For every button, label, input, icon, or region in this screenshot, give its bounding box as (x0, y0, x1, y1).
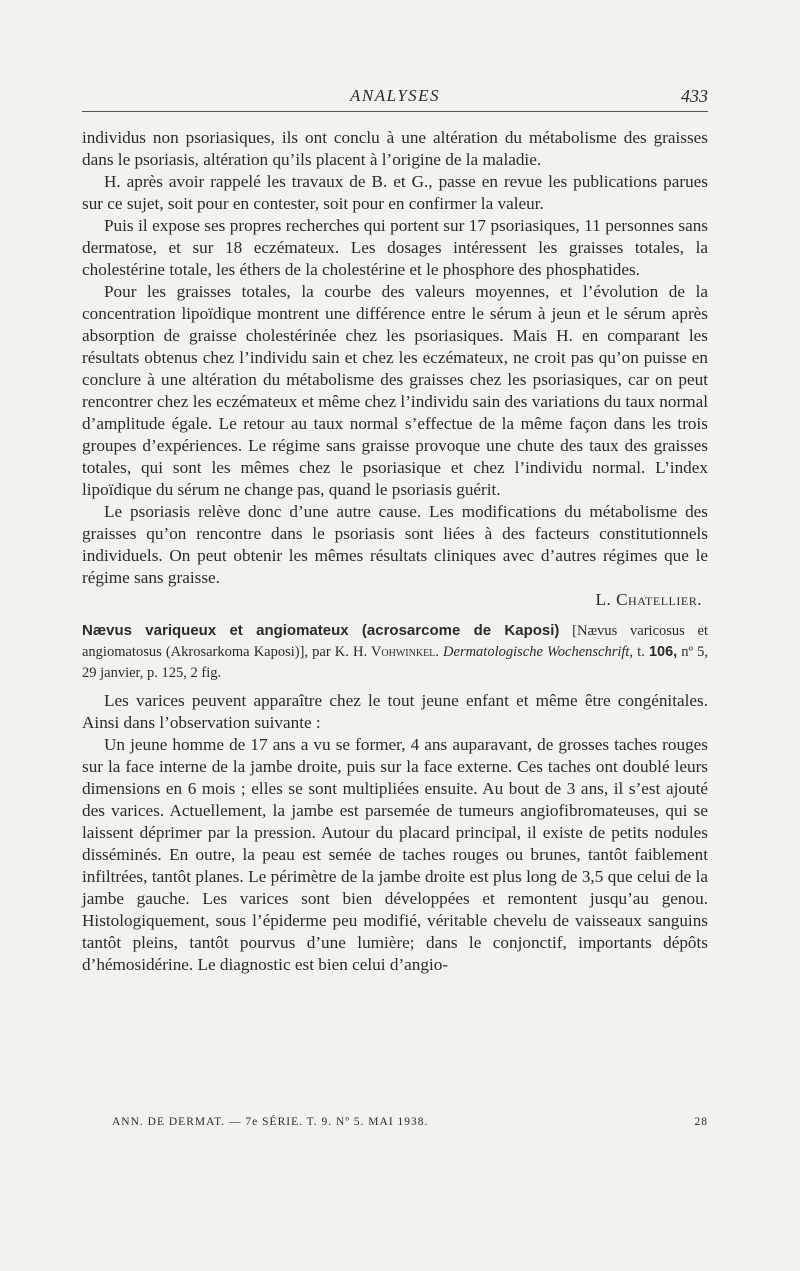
paragraph: Pour les graisses totales, la courbe des valeurs moyennes, et l’évolution de la concentration lipoïdique montrent une différence entre le sérum à jeun et le sérum après absorption de graisse cholestérinée chez les psoriasiques. Mais H. en comparant les résultats obtenus chez l’individu sain et chez les eczémateux, ne croit pas qu’on puisse en conclure à une altération du métabolisme des graisses chez les psoriasiques, car on peut rencontrer chez les eczémateux et même chez l’individu sain des variations du taux normal d’amplitude égale. Le retour au taux normal s’effectue de la même façon dans les trois groupes d’expériences. Le régime sans graisse provoque une chute des taux des graisses totales, qui sont les mêmes chez le psoriasique et chez l’individu normal. L’index lipoïdique du sérum ne change pas, quand le psoriasis guérit. (82, 282, 708, 499)
article-author: K. H. Vohwinkel. (334, 644, 439, 660)
issue-details: nº 5, 29 janvier, p. 125, 2 fig. (82, 644, 709, 681)
footer-citation: ANN. DE DERMAT. — 7e SÉRIE. T. 9. Nº 5. MAI 1938. (112, 1116, 429, 1128)
paragraph: Le psoriasis relève donc d’une autre cause. Les modifications du métabolisme des graisses qu’on rencontre dans le psoriasis sont liées à des facteurs constitutionnels individuels. On peut obtenir les mêmes résultats cliniques avec d’autres régimes que le régime sans graisse. (82, 502, 708, 587)
article-title-translation: [Nævus varicosus et angiomatosus (Akrosarkoma Kaposi)], par (82, 623, 709, 660)
body-text (82, 127, 708, 976)
paragraph: H. après avoir rappelé les travaux de B. et G., passe en revue les publications parues sur ce sujet, soit pour en contester, soit pour en confirmer la valeur. (82, 172, 708, 213)
paragraph: Puis il expose ses propres recherches qui portent sur 17 psoriasiques, 11 personnes sans dermatose, et sur 18 eczémateux. Les dosages intéressent les graisses totales, la cholestérine totale, les éthers de la cholestérine et le phosphore des phosphatides. (82, 216, 708, 279)
volume-number: 106, (648, 644, 678, 660)
article-title: Nævus variqueux et angiomateux (acrosarcome de Kaposi) (82, 622, 560, 639)
paragraph: Un jeune homme de 17 ans a vu se former, 4 ans auparavant, de grosses taches rouges sur la face interne de la jambe droite, puis sur la face externe. Ces taches ont doublé leurs dimensions en 6 mois ; elles se sont multipliées ensuite. Au bout de 3 ans, il s’est ajouté des varices. Actuellement, la jambe est parsemée de tumeurs angiofibromateuses, qui se laissent déprimer par la pression. Autour du placard principal, il existe de petits nodules disséminés. En outre, la peau est semée de taches rouges ou brunes, tantôt faiblement infiltrées, tantôt planes. Le périmètre de la jambe droite est plus long de 3,5 que celui de la jambe gauche. Les varices sont bien développées et remontent jusqu’au genou. Histologiquement, sous l’épiderme peu modifié, véritable chevelu de vaisseaux sanguins tantôt pleins, tantôt pourvus d’une lumière; dans le conjonctif, importants dépôts d’hémosidérine. Le diagnostic est bien celui d’angio- (82, 735, 708, 974)
document-page (82, 0, 708, 1271)
signature-mark: 28 (694, 1116, 708, 1128)
volume-prefix: t. (637, 644, 645, 660)
journal-name: Dermatologische Wochenschrift, (443, 644, 634, 660)
reviewer-signature: L. Chatellier. (595, 590, 702, 609)
page-number: 433 (681, 86, 708, 106)
paragraph-continuation: individus non psoriasiques, ils ont conclu à une altération du métabolisme des graisses dans le psoriasis, altération qu’ils placent à l’origine de la maladie. (82, 128, 708, 169)
article-heading (82, 620, 708, 684)
running-title: ANALYSES (349, 86, 441, 105)
running-header (82, 86, 708, 114)
paragraph: Les varices peuvent apparaître chez le tout jeune enfant et même être congénitales. Ainsi dans l’observation suivante : (82, 691, 708, 732)
header-rule (82, 111, 708, 112)
